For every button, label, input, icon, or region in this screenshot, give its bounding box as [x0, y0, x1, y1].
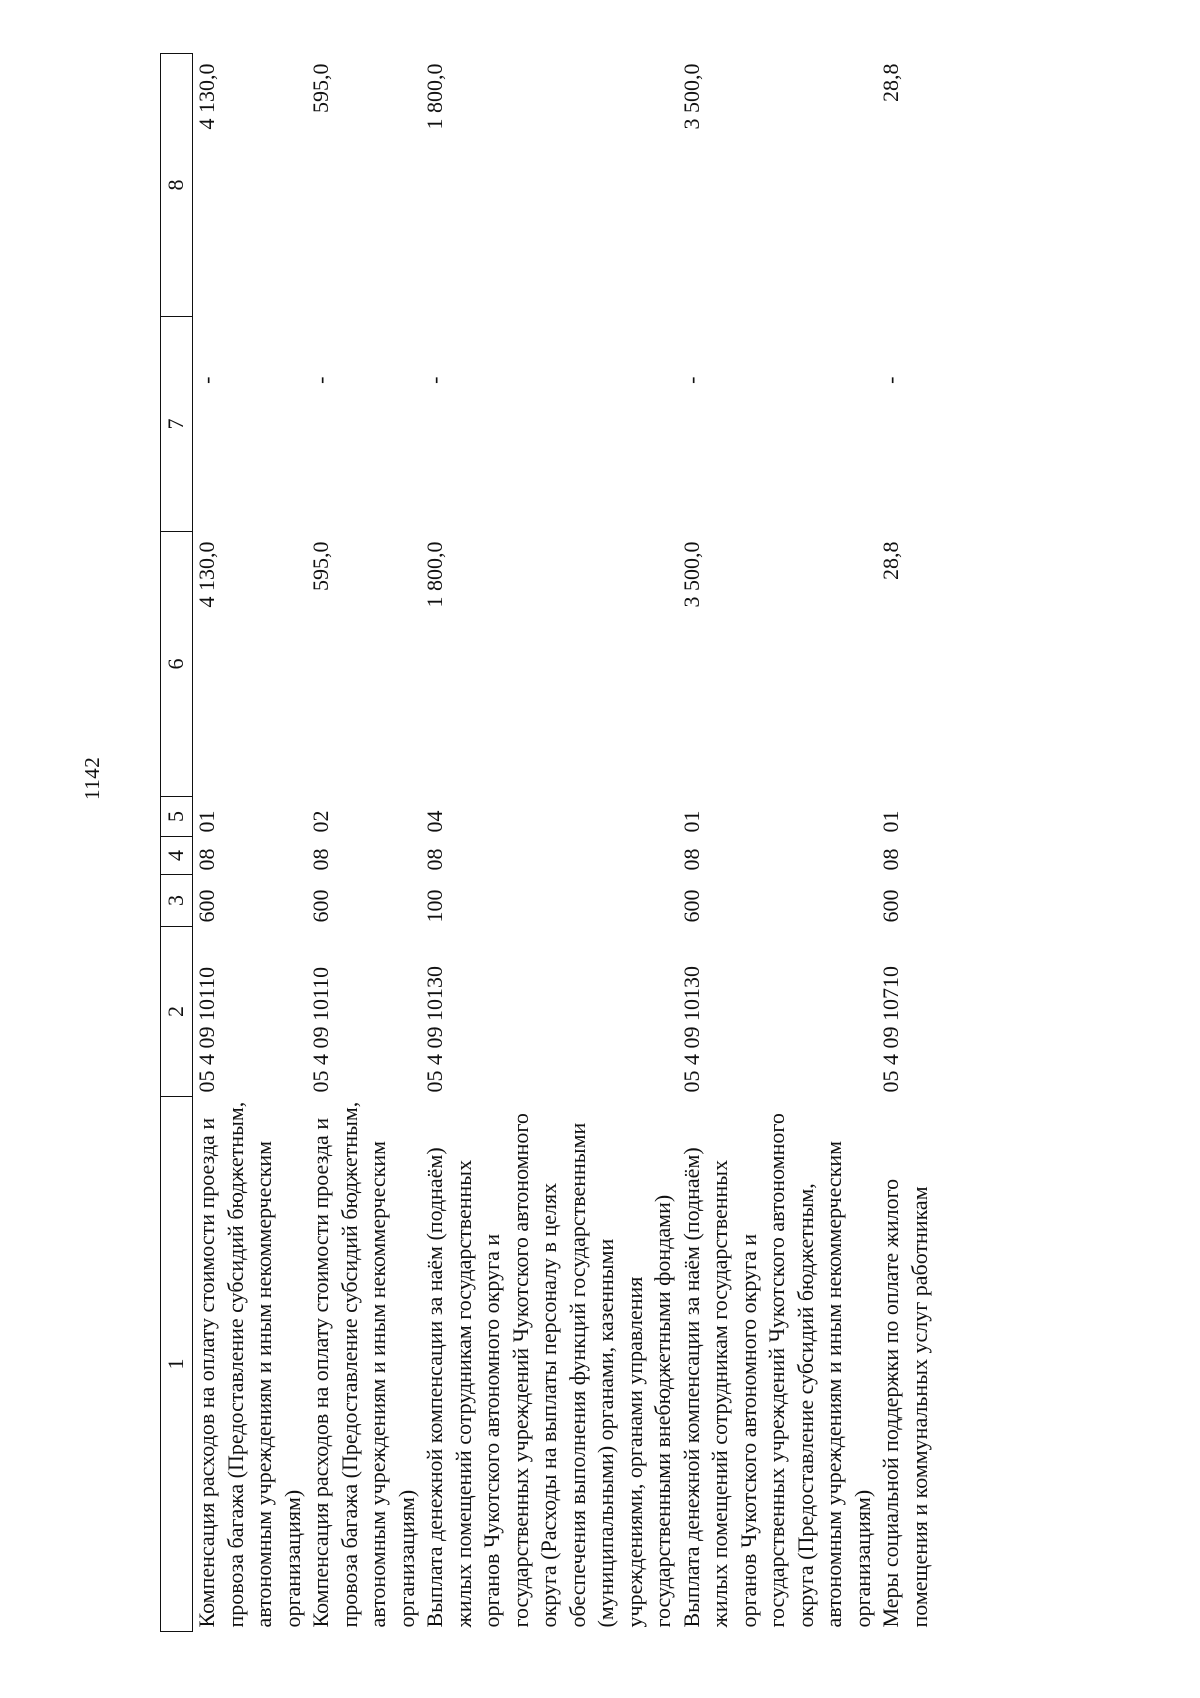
- subsection-code: 01: [678, 810, 704, 833]
- subsection-code: 04: [422, 810, 447, 833]
- target-article-code: 05 4 09 10110: [308, 966, 333, 1093]
- header-cell-5: 5: [161, 797, 193, 837]
- expense-name: Меры социальной поддержки по оплате жилого помещения и коммунальных услуг работникам: [878, 1178, 932, 1628]
- expense-type-code: 600: [678, 889, 704, 923]
- header-cell-2: 2: [161, 927, 193, 1097]
- header-row: [161, 54, 193, 1632]
- expense-type-code: 600: [878, 889, 903, 923]
- subsection-code: 01: [878, 810, 903, 833]
- target-article-code: 05 4 09 10110: [194, 966, 219, 1093]
- table-row: [193, 54, 308, 1632]
- expense-name: Компенсация расходов на оплату стоимости проезда и провоза багажа (Предоставление субсидий бюджетным, автономным учреждениям и иным некоммерческим организациям): [308, 1101, 419, 1628]
- expense-name: Выплата денежной компенсации за наём (поднаём) жилых помещений сотрудникам государственных органов Чукотского автономного округа и государственных учреждений Чукотского автономного округа (Расходы на выплаты персоналу в целях обеспечения выполнения функций государственными (муниципальными) органами, казенными учреждениями, органами управления государственными внебюджетными фондами): [422, 1113, 675, 1628]
- target-article-code: 05 4 09 10130: [422, 966, 447, 1093]
- header-cell-1: 1: [161, 1097, 193, 1632]
- section-code: 08: [678, 848, 704, 871]
- header-cell-4: 4: [161, 837, 193, 875]
- amount-column-7: -: [422, 376, 447, 384]
- amount-total: 1 800,0: [422, 541, 447, 608]
- amount-column-8: 595,0: [308, 63, 333, 113]
- budget-table-container: [160, 53, 942, 1632]
- target-article-code: 05 4 09 10130: [678, 966, 704, 1093]
- amount-column-8: 4 130,0: [194, 63, 219, 130]
- header-cell-6: 6: [161, 532, 193, 797]
- table-row: [307, 54, 421, 1632]
- header-cell-7: 7: [161, 317, 193, 532]
- budget-table: [160, 53, 942, 1632]
- subsection-code: 01: [194, 810, 219, 833]
- amount-column-7: -: [678, 376, 704, 384]
- amount-column-8: 28,8: [878, 63, 903, 102]
- amount-total: 28,8: [878, 541, 903, 580]
- header-cell-8: 8: [161, 54, 193, 317]
- amount-column-7: -: [878, 376, 903, 384]
- expense-name: Компенсация расходов на оплату стоимости проезда и провоза багажа (Предоставление субсидий бюджетным, автономным учреждениям и иным некоммерческим организациям): [194, 1101, 305, 1628]
- subsection-code: 02: [308, 810, 333, 833]
- expense-type-code: 100: [422, 889, 447, 923]
- section-code: 08: [422, 848, 447, 871]
- target-article-code: 05 4 09 10710: [878, 966, 903, 1093]
- expense-type-code: 600: [194, 889, 219, 923]
- amount-column-7: -: [194, 376, 219, 384]
- amount-total: 3 500,0: [678, 541, 704, 608]
- amount-total: 4 130,0: [194, 541, 219, 608]
- expense-type-code: 600: [308, 889, 333, 923]
- amount-column-7: -: [308, 376, 333, 384]
- header-cell-3: 3: [161, 875, 193, 927]
- table-row: [678, 54, 878, 1632]
- amount-total: 595,0: [308, 541, 333, 591]
- page-number: 1142: [80, 756, 104, 800]
- table-row: [421, 54, 678, 1632]
- section-code: 08: [878, 848, 903, 871]
- section-code: 08: [194, 848, 219, 871]
- section-code: 08: [308, 848, 333, 871]
- expense-name: Выплата денежной компенсации за наём (поднаём) жилых помещений сотрудникам государственных органов Чукотского автономного округа и государственных учреждений Чукотского автономного округа (Предоставление субсидий бюджетным, автономным учреждениям и иным некоммерческим организациям): [678, 1113, 875, 1628]
- amount-column-8: 1 800,0: [422, 63, 447, 130]
- amount-column-8: 3 500,0: [678, 63, 704, 130]
- table-row: [877, 54, 942, 1632]
